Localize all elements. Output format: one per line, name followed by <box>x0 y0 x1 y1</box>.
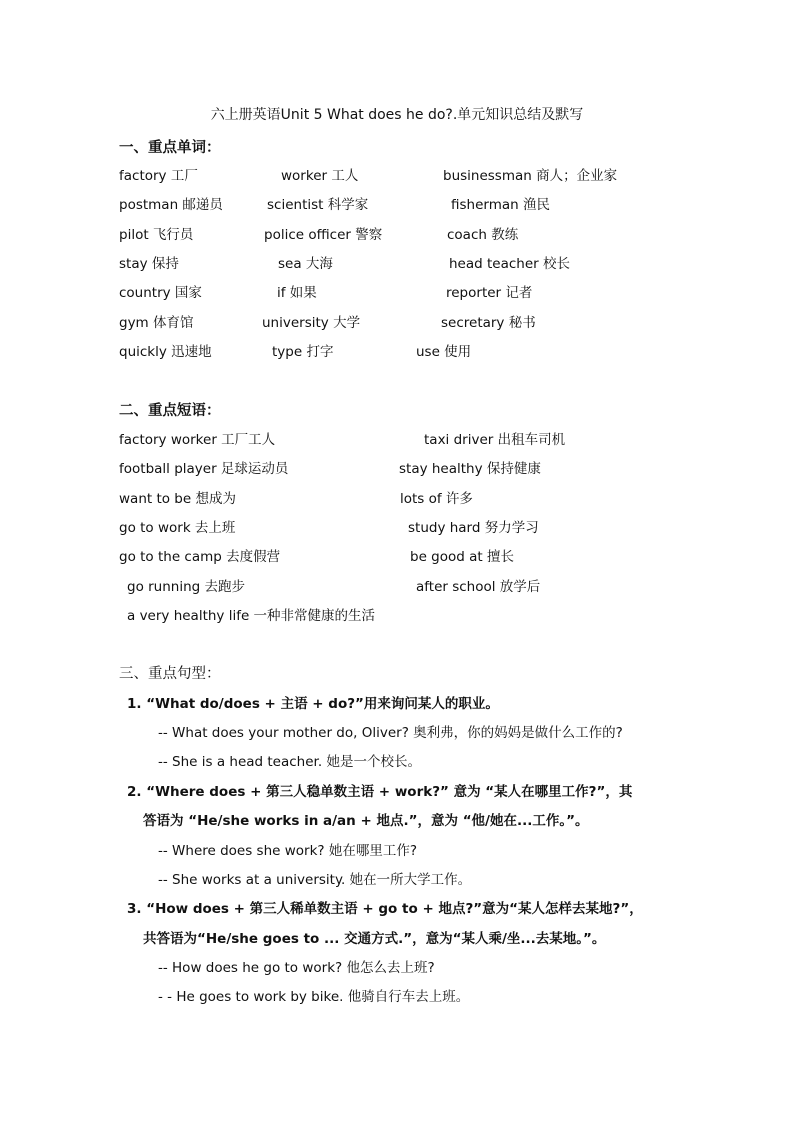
word-entry: pilot 飞行员 <box>119 227 194 243</box>
word-entry: police officer 警察 <box>264 227 383 243</box>
word-entry: stay 保持 <box>119 256 179 272</box>
word-entry: reporter 记者 <box>446 285 533 301</box>
phrase-entry: after school 放学后 <box>416 579 541 595</box>
word-row <box>0 252 794 274</box>
phrase-row <box>0 604 794 626</box>
phrase-entry: stay healthy 保持健康 <box>399 461 541 477</box>
sentence-pattern-3: 3. “How does + 第三人稀单数主语 + go to + 地点?”意为“某人怎样去某地?”， <box>127 901 643 917</box>
example-sentence: -- Where does she work? 她在哪里工作? <box>158 843 418 859</box>
word-entry: quickly 迅速地 <box>119 344 212 360</box>
phrase-entry: go to the camp 去度假营 <box>119 549 281 565</box>
example-sentence: -- What does your mother do, Oliver? 奥利弗，你的妈妈是做什么工作的? <box>158 725 623 741</box>
word-row <box>0 340 794 362</box>
word-entry: university 大学 <box>262 315 361 331</box>
word-row <box>0 193 794 215</box>
phrase-entry: study hard 努力学习 <box>408 520 539 536</box>
phrase-entry: lots of 许多 <box>400 491 473 507</box>
phrase-row <box>0 457 794 479</box>
example-sentence: -- How does he go to work? 他怎么去上班? <box>158 960 435 976</box>
phrase-entry: be good at 擅长 <box>410 549 514 565</box>
phrase-row <box>0 487 794 509</box>
word-entry: factory 工厂 <box>119 168 198 184</box>
word-entry: secretary 秘书 <box>441 315 536 331</box>
word-row <box>0 311 794 333</box>
word-entry: head teacher 校长 <box>449 256 570 272</box>
phrase-entry: a very healthy life 一种非常健康的生活 <box>127 608 376 624</box>
example-sentence: -- She works at a university. 她在一所大学工作。 <box>158 872 472 888</box>
word-row <box>0 281 794 303</box>
sentence-pattern-2: 2. “Where does + 第三人稳单数主语 + work?” 意为 “某人在哪里工作?”，其 <box>127 784 633 800</box>
word-row <box>0 164 794 186</box>
word-entry: postman 邮递员 <box>119 197 223 213</box>
word-entry: gym 体育馆 <box>119 315 194 331</box>
word-entry: type 打字 <box>272 344 334 360</box>
phrase-entry: go to work 去上班 <box>119 520 236 536</box>
word-entry: use 使用 <box>416 344 472 360</box>
word-row <box>0 223 794 245</box>
phrase-entry: taxi driver 出租车司机 <box>424 432 566 448</box>
word-entry: scientist 科学家 <box>267 197 369 213</box>
phrase-row <box>0 516 794 538</box>
sentence-pattern-3-cont: 共答语为“He/she goes to ... 交通方式.”，意为“某人乘/坐...去某地。”。 <box>143 931 606 947</box>
section-heading-phrases: 二、重点短语： <box>119 403 221 419</box>
phrase-row <box>0 575 794 597</box>
phrase-row <box>0 545 794 567</box>
word-entry: sea 大海 <box>278 256 333 272</box>
phrase-entry: go running 去跑步 <box>127 579 246 595</box>
phrase-row <box>0 428 794 450</box>
word-entry: coach 教练 <box>447 227 519 243</box>
page-title: 六上册英语Unit 5 What does he do?.单元知识总结及默写 <box>210 107 584 123</box>
example-sentence: - - He goes to work by bike. 他骑自行车去上班。 <box>158 989 470 1005</box>
section-heading-words: 一、重点单词： <box>119 140 221 156</box>
word-entry: businessman 商人；企业家 <box>443 168 618 184</box>
section-heading-sentences: 三、重点句型： <box>119 666 221 682</box>
phrase-entry: want to be 想成为 <box>119 491 236 507</box>
word-entry: worker 工人 <box>281 168 359 184</box>
phrase-entry: football player 足球运动员 <box>119 461 289 477</box>
sentence-pattern-2-cont: 答语为 “He/she works in a/an + 地点.”，意为 “他/她在...工作。”。 <box>143 813 589 829</box>
sentence-pattern-1: 1. “What do/does + 主语 + do?”用来询问某人的职业。 <box>127 696 499 712</box>
word-entry: if 如果 <box>277 285 317 301</box>
example-sentence: -- She is a head teacher. 她是一个校长。 <box>158 754 421 770</box>
phrase-entry: factory worker 工厂工人 <box>119 432 276 448</box>
word-entry: fisherman 渔民 <box>451 197 550 213</box>
word-entry: country 国家 <box>119 285 202 301</box>
